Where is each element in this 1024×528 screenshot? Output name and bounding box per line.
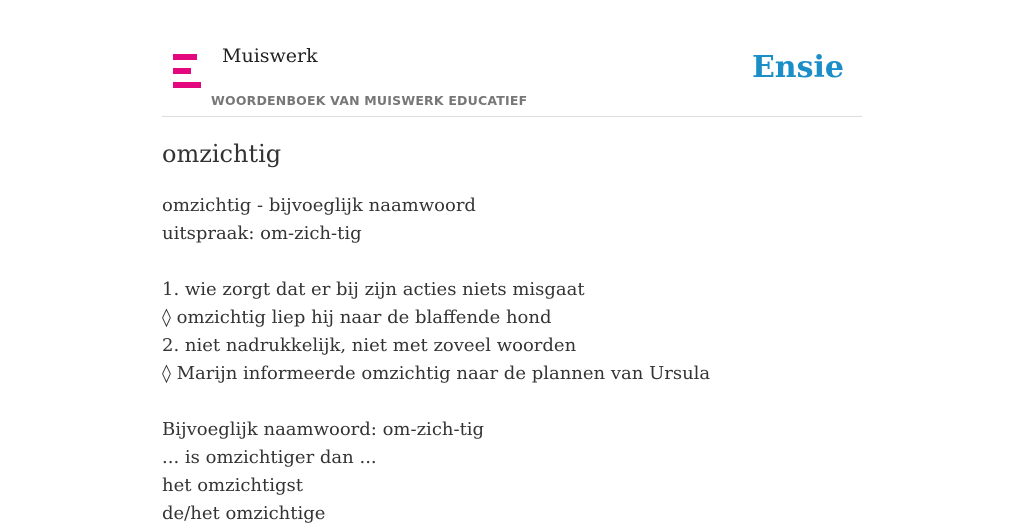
entry-content (162, 136, 862, 528)
entry-title: omzichtig (162, 140, 282, 168)
definition-line: het omzichtigst (162, 475, 304, 496)
definition-line: uitspraak: om-zich-tig (162, 223, 362, 244)
definition-block (162, 192, 862, 528)
source-subtitle: WOORDENBOEK VAN MUISWERK EDUCATIEF (211, 93, 528, 108)
definition-line: 1. wie zorgt dat er bij zijn acties niets misgaat (162, 279, 585, 300)
source-name[interactable]: Muiswerk (222, 45, 318, 67)
definition-line (162, 388, 862, 416)
definition-line: ... is omzichtiger dan ... (162, 447, 377, 468)
definition-line (162, 248, 862, 276)
ensie-brand-link[interactable]: Ensie (751, 50, 844, 85)
muiswerk-logo-icon[interactable] (173, 54, 201, 88)
definition-line: ◊ omzichtig liep hij naar de blaffende hond (162, 307, 552, 328)
definition-line: ◊ Marijn informeerde omzichtig naar de plannen van Ursula (162, 363, 711, 384)
header (162, 0, 862, 117)
definition-line: Bijvoeglijk naamwoord: om-zich-tig (162, 419, 485, 440)
definition-line: omzichtig - bijvoeglijk naamwoord (162, 195, 476, 216)
definition-line: de/het omzichtige (162, 503, 326, 524)
definition-line: 2. niet nadrukkelijk, niet met zoveel woorden (162, 335, 577, 356)
